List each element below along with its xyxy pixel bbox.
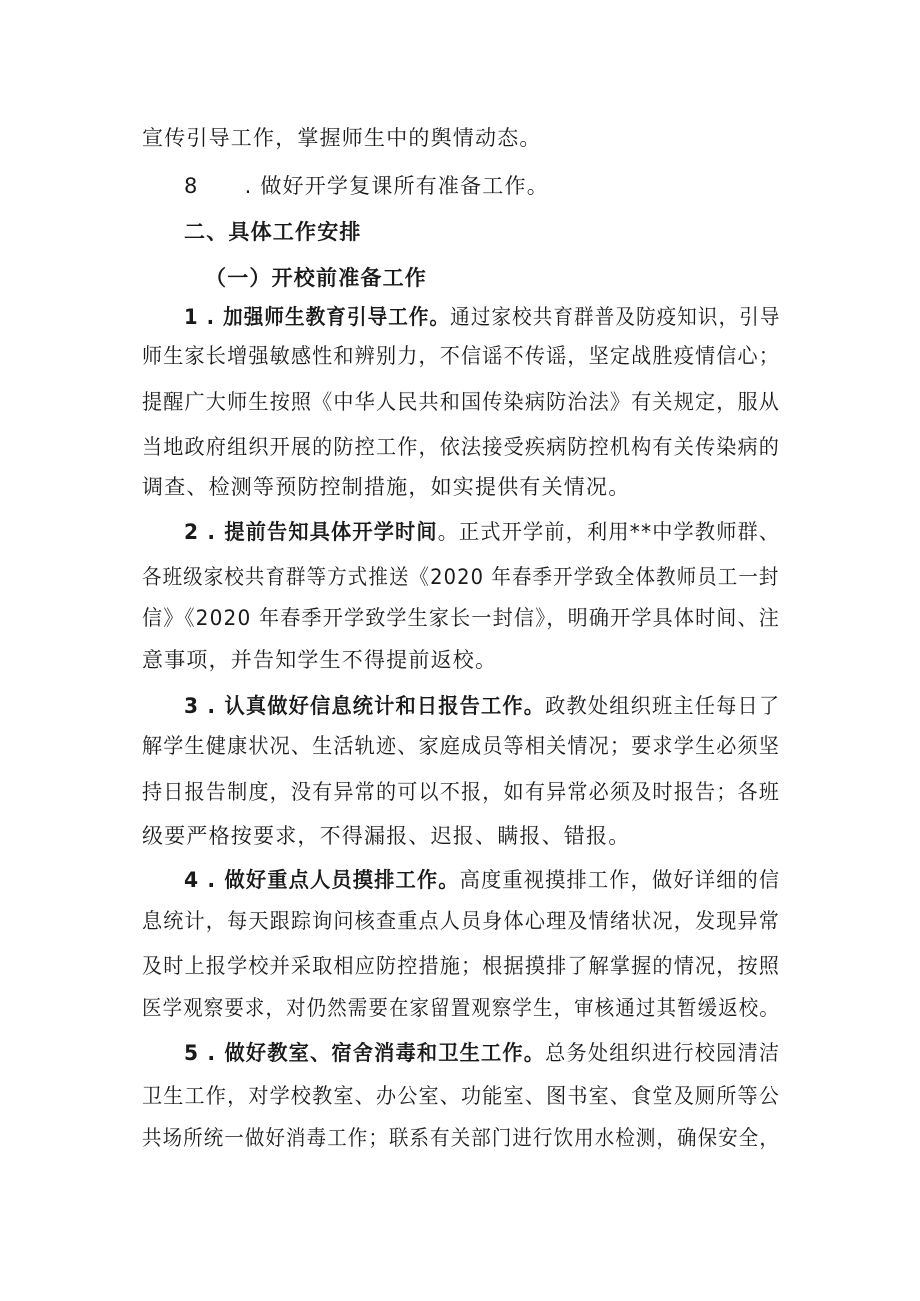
paragraph-line — [142, 778, 780, 806]
list-item-8 — [184, 172, 549, 200]
heading-text: 二、具体工作安排 — [184, 220, 362, 244]
text-run: 持日报告制度，没有异常的可以不报，如有异常必须及时报告；各班 — [142, 780, 781, 804]
text-run: 提醒广大师生按照《中华人民共和国传染病防治法》有关规定，服从 — [142, 390, 781, 414]
item-number: 8 — [184, 174, 199, 198]
text-run: 及时上报学校并采取相应防控措施；根据摸排了解掌握的情况，按照 — [142, 954, 781, 978]
paragraph-line — [142, 1124, 780, 1152]
text-run: 卫生工作，对学校教室、办公室、功能室、图书室、食堂及厕所等公 — [142, 1084, 781, 1108]
paragraph-line — [184, 692, 780, 720]
section-heading — [184, 218, 362, 246]
text-run: 。正式开学前，利用**中学教师群、 — [437, 520, 781, 544]
text-run: 调查、检测等预防控制措施，如实提供有关情况。 — [142, 475, 631, 499]
text-run: 解学生健康状况、生活轨迹、家庭成员等相关情况；要求学生必须坚 — [142, 734, 781, 758]
text-run: 级要严格按要求，不得漏报、迟报、瞒报、错报。 — [142, 824, 631, 848]
heading-text: （一）开校前准备工作 — [205, 266, 427, 290]
text-run: 医学观察要求，对仍然需要在家留置观察学生，审核通过其暂缓返校。 — [142, 996, 780, 1020]
item-heading: 4 . 做好重点人员摸排工作。 — [184, 868, 460, 892]
paragraph-line — [184, 303, 781, 331]
paragraph-line — [184, 866, 780, 894]
text-run: 总务处组织进行校园清洁 — [545, 1041, 781, 1065]
paragraph-line — [142, 822, 630, 850]
item-text: . 做好开学复课所有准备工作。 — [244, 174, 549, 198]
item-heading: 2 . 提前告知具体开学时间 — [184, 520, 438, 544]
paragraph-line — [142, 604, 780, 632]
paragraph-line — [142, 563, 780, 591]
paragraph-line — [142, 907, 780, 935]
paragraph-line — [142, 952, 780, 980]
paragraph-line — [184, 1039, 780, 1067]
text-run: 政教处组织班主任每日了 — [545, 694, 781, 718]
text-run: 当地政府组织开展的防控工作，依法接受疾病防控机构有关传染病的 — [142, 435, 781, 459]
text-run: 高度重视摸排工作，做好详细的信 — [459, 868, 781, 892]
item-heading: 3 . 认真做好信息统计和日报告工作。 — [184, 694, 546, 718]
text-run: 通过家校共育群普及防疫知识，引导 — [450, 305, 781, 329]
paragraph-line — [142, 646, 497, 674]
text-run: 师生家长增强敏感性和辨别力，不信谣不传谣，坚定战胜疫情信心； — [142, 344, 781, 368]
text-run: 共场所统一做好消毒工作；联系有关部门进行饮用水检测，确保安全， — [142, 1126, 780, 1150]
paragraph-line — [142, 124, 542, 152]
paragraph-line — [142, 1082, 780, 1110]
paragraph-line — [142, 342, 780, 370]
paragraph-line — [142, 473, 630, 501]
paragraph-line — [142, 433, 780, 461]
paragraph-line — [142, 732, 780, 760]
subsection-heading — [205, 264, 427, 292]
paragraph-line — [184, 518, 780, 546]
text-run: 各班级家校共育群等方式推送《2020 年春季开学致全体教师员工一封 — [142, 565, 780, 589]
paragraph-line — [142, 388, 780, 416]
text-run: 宣传引导工作，掌握师生中的舆情动态。 — [142, 126, 542, 150]
text-run: 信》《2020 年春季开学致学生家长一封信》，明确开学具体时间、注 — [142, 606, 781, 630]
item-heading: 1 . 加强师生教育引导工作。 — [184, 305, 451, 329]
item-heading: 5 . 做好教室、宿舍消毒和卫生工作。 — [184, 1041, 546, 1065]
text-run: 息统计，每天跟踪询问核查重点人员身体心理及情绪状况，发现异常 — [142, 909, 781, 933]
paragraph-line — [142, 994, 780, 1022]
text-run: 意事项，并告知学生不得提前返校。 — [142, 648, 498, 672]
